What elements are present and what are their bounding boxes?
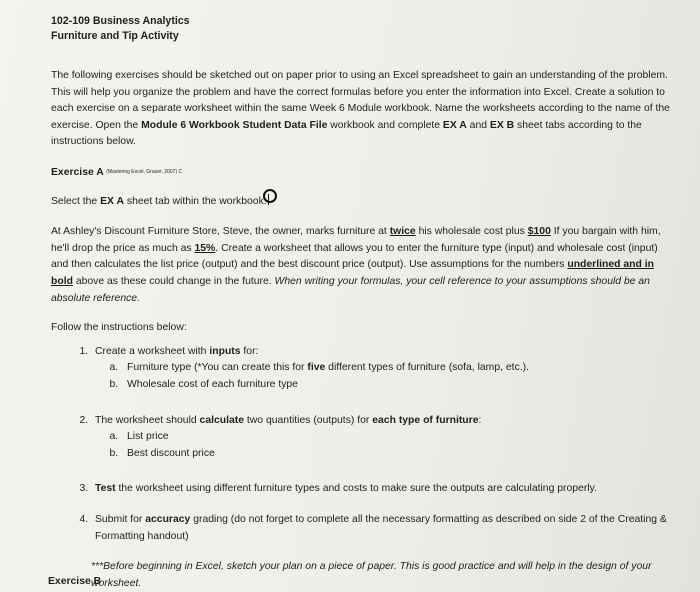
step-1a: a. Furniture type (*You can create this for five different types of furniture (sofa, lamp, etc.).: [121, 360, 670, 377]
step-2: 2. The worksheet should calculate two quantities (outputs) for each type of furniture: a. List price b. Best discount price: [91, 413, 670, 463]
follow-instructions-label: Follow the instructions below:: [51, 322, 187, 334]
course-title: 102-109 Business Analytics: [51, 15, 190, 27]
step-4: 4. Submit for accuracy grading (do not forget to complete all the necessary formatting as described on side 2 of the Creating & Formatting handout): [91, 512, 670, 545]
select-sheet-instruction: Select the EX A sheet tab within the workbook.: [51, 195, 267, 207]
step-1: 1. Create a worksheet with inputs for: a. Furniture type (*You can create this for five different types of furniture (sofa, lamp, etc.). b. Wholesale cost of each furniture type: [91, 344, 670, 394]
sketch-note: ***Before beginning in Excel, sketch your plan on a piece of paper. This is good practice and will help in the design of your worksheet.: [91, 561, 652, 589]
step-3: 3. Test the worksheet using different furniture types and costs to make sure the outputs are calculating properly.: [91, 481, 670, 498]
cursor-ring-icon: [263, 189, 277, 203]
intro-paragraph: The following exercises should be sketched out on paper prior to using an Excel spreadsheet to gain an understanding of the problem. This will help you organize the problem and have the correct formulas before you enter the information into Excel. Create a solution to each exercise on a separate worksheet within the same Week 6 Module workbook. Name the worksheets according to the name of the exercise. Open the Module 6 Workbook Student Data File workbook and complete EX A and EX B sheet tabs according to the instructions below.: [51, 70, 670, 148]
step-2a: a. List price: [121, 429, 670, 446]
step-2b: b. Best discount price: [121, 446, 670, 463]
exercise-a-heading: Exercise A (Mastering Excel, Grauer, 2007) C: [51, 167, 183, 179]
exercise-b-heading: Exercise B: [48, 576, 102, 587]
exercise-a-description: At Ashley's Discount Furniture Store, Steve, the owner, marks furniture at twice his wholesale cost plus $100 If you bargain with him, he'll drop the price as much as 15%. Create a worksheet that allows you to enter the furniture type (input) and wholesale cost (input) and then calculates the list price (output) and the best discount price (output). Use assumptions for the numbers underlined and in bold above as these could change in the future. When writing your formulas, your cell reference to your assumptions should be an absolute reference.: [51, 226, 661, 304]
exercise-a-source: (Mastering Excel, Grauer, 2007) C: [106, 168, 183, 175]
step-1b: b. Wholesale cost of each furniture type: [121, 377, 670, 394]
activity-title: Furniture and Tip Activity: [51, 30, 179, 42]
instruction-steps: [51, 344, 670, 545]
